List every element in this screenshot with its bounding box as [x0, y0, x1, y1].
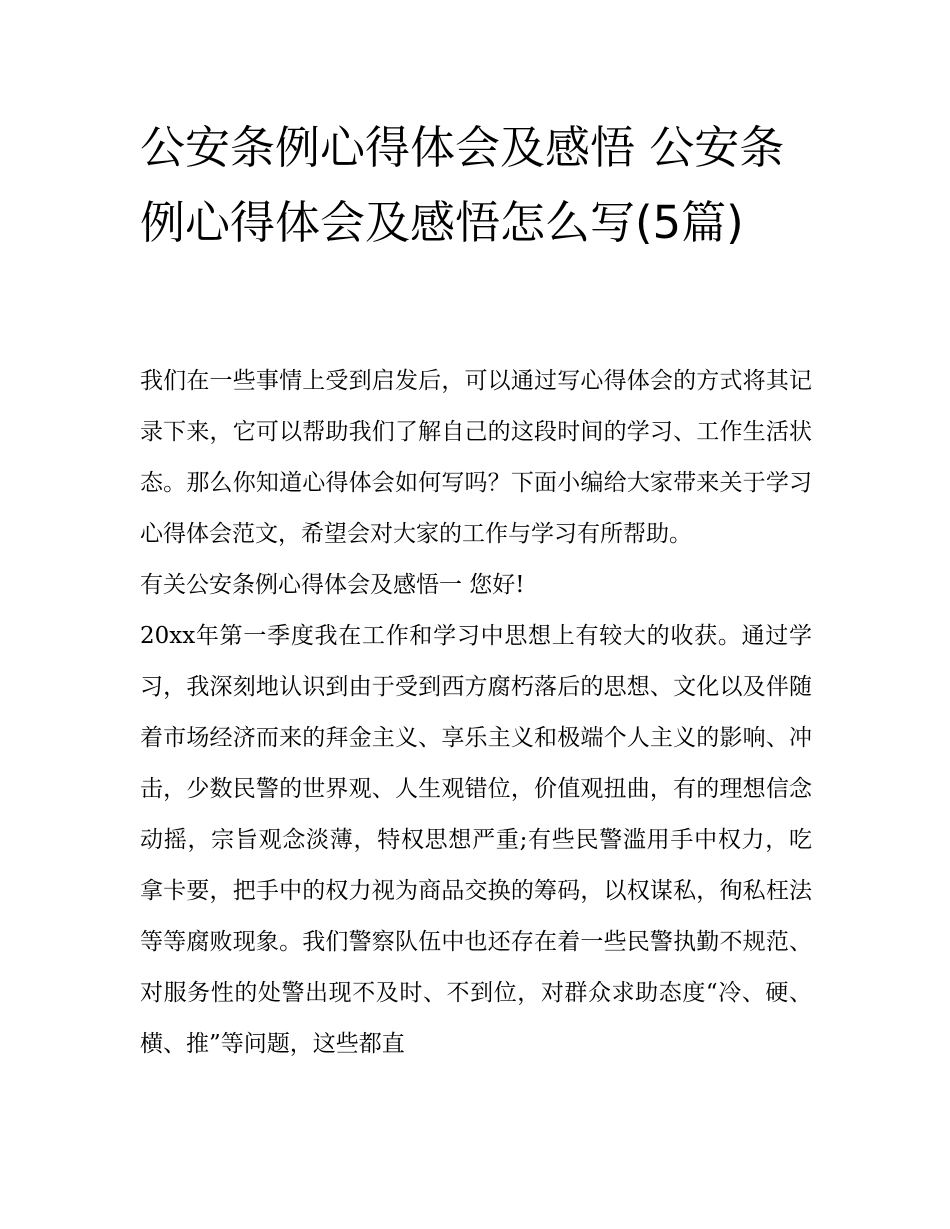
body-paragraph: 20xx年第一季度我在工作和学习中思想上有较大的收获。通过学习，我深刻地认识到由于受到西方腐朽落后的思想、文化以及伴随着市场经济而来的拜金主义、享乐主义和极端个人主义的影响、冲击，少数民警的世界观、人生观错位，价值观扭曲，有的理想信念动摇，宗旨观念淡薄，特权思想严重;有些民警滥用手中权力，吃拿卡要，把手中的权力视为商品交换的筹码，以权谋私，徇私枉法等等腐败现象。我们警察队伍中也还存在着一些民警执勤不规范、对服务性的处警出现不及时、不到位，对群众求助态度“冷、硬、横、推”等问题，这些都直	[140, 623, 812, 1057]
document-body	[140, 356, 812, 1070]
intro-paragraph: 我们在一些事情上受到启发后，可以通过写心得体会的方式将其记录下来，它可以帮助我们了解自己的这段时间的学习、工作生活状态。那么你知道心得体会如何写吗？下面小编给大家带来关于学习心得体会范文，希望会对大家的工作与学习有所帮助。	[140, 368, 812, 547]
document-title: 公安条例心得体会及感悟 公安条例心得体会及感悟怎么写(5篇)	[140, 121, 785, 249]
section-heading-paragraph: 有关公安条例心得体会及感悟一 您好!	[140, 572, 525, 598]
